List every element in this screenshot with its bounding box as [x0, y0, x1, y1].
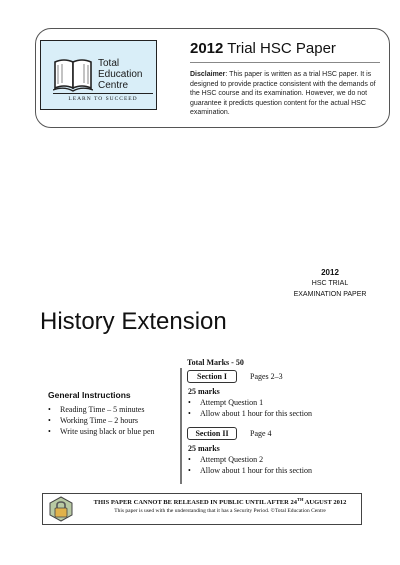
section-1-item: • Allow about 1 hour for this section [188, 409, 312, 418]
bullet-icon: • [188, 409, 191, 418]
bullet-icon: • [48, 416, 51, 425]
exam-type: HSC TRIAL [311, 280, 349, 287]
logo-text [98, 58, 158, 91]
paper-title-year: 2012 [190, 40, 224, 57]
instruction-item: • Working Time – 2 hours [48, 416, 139, 425]
disclaimer-label: Disclaimer [190, 71, 226, 78]
section-1-item: • Attempt Question 1 [188, 398, 264, 407]
exam-label: EXAMINATION PAPER [293, 291, 367, 298]
paper-title [190, 40, 336, 57]
bullet-icon: • [188, 398, 191, 407]
section-2-item: • Allow about 1 hour for this section [188, 466, 312, 475]
column-divider [180, 368, 182, 484]
disclaimer [190, 70, 382, 118]
bullet-icon: • [48, 427, 51, 436]
subject-title: History Extension [40, 308, 227, 335]
general-instructions-heading: General Instructions [48, 390, 131, 400]
exam-year: 2012 [321, 268, 339, 277]
section-2-item: • Attempt Question 2 [188, 455, 264, 464]
section-1-pages: Pages 2–3 [250, 372, 283, 381]
title-rule [190, 62, 380, 63]
instruction-item: • Reading Time – 5 minutes [48, 405, 145, 414]
notice-main: THIS PAPER CANNOT BE RELEASED IN PUBLIC UNTIL AFTER 24TH AUGUST 2012 [93, 497, 347, 507]
logo-line-3: Centre [98, 80, 129, 91]
bullet-icon: • [188, 455, 191, 464]
section-2-pages: Page 4 [250, 429, 272, 438]
bullet-icon: • [188, 466, 191, 475]
total-marks: Total Marks - 50 [187, 358, 244, 367]
bullet-icon: • [48, 405, 51, 414]
book-icon [53, 58, 93, 94]
section-1-marks: 25 marks [188, 387, 220, 396]
lock-icon [48, 496, 74, 522]
paper-title-rest: Trial HSC Paper [227, 40, 336, 57]
logo-tagline: LEARN TO SUCCEED [68, 96, 138, 102]
logo-rule [53, 93, 153, 94]
logo-line-2: Education [98, 69, 143, 80]
logo-line-1: Total [98, 58, 120, 69]
disclaimer-text: : This paper is written as a trial HSC paper. It is designed to provide practice consistent with the demands of the HSC course and its examination. However, we do not guarantee it predicts question content for the actual HSC examination. [190, 71, 376, 116]
section-1-box: Section I [187, 370, 237, 383]
section-2-marks: 25 marks [188, 444, 220, 453]
instruction-item: • Write using black or blue pen [48, 427, 155, 436]
section-2-box: Section II [187, 427, 237, 440]
notice-sub: This paper is used with the understanding that it has a Security Period. ©Total Education Centre [114, 508, 326, 514]
